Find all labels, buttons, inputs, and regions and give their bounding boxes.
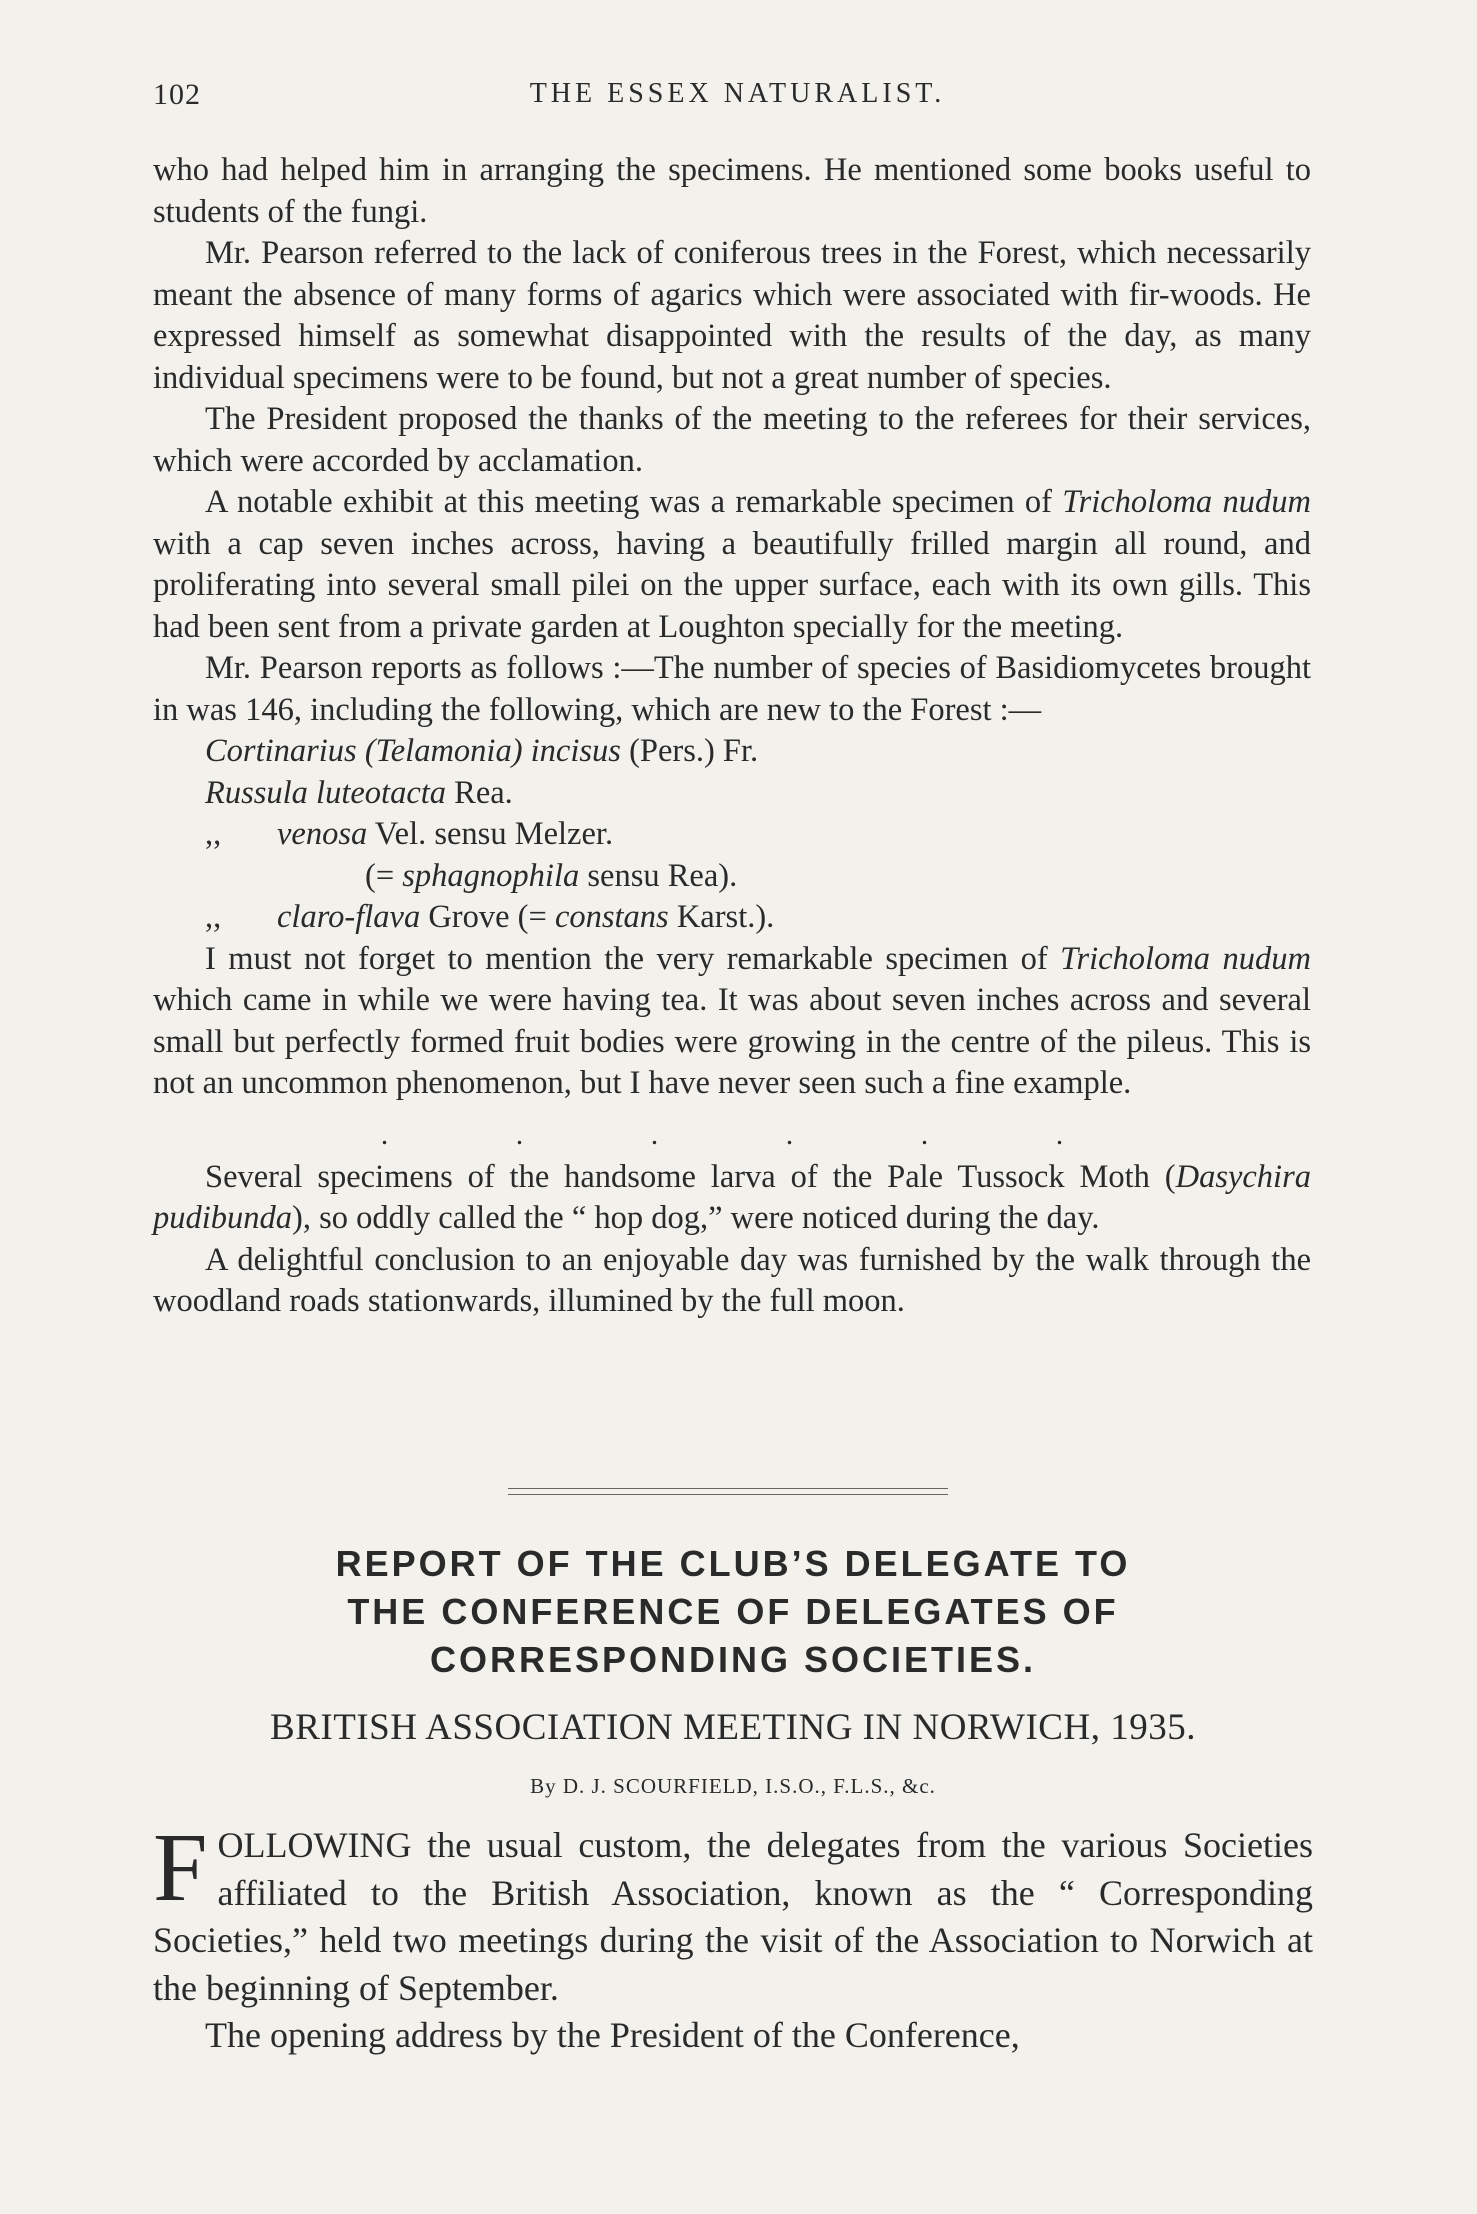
species-list [153, 731, 1311, 939]
paragraph: A delightful conclusion to an enjoyable day was furnished by the walk through the woodland roads stationwards, illumined by the full moon. [153, 1241, 1311, 1319]
paragraph: Mr. Pearson reports as follows :—The number of species of Basidiomycetes brought in was 146, including the following, which are new to the Forest :— [153, 650, 1311, 728]
paragraph: The President proposed the thanks of the meeting to the referees for their services, which were accorded by acclamation. [153, 401, 1311, 479]
species-name: Tricholoma nudum [1060, 940, 1311, 977]
species-name: constans [554, 899, 669, 935]
page-header [153, 78, 1322, 118]
species-authority: Karst.). [668, 899, 775, 935]
report-title-line: CORRESPONDING SOCIETIES. [429, 1639, 1037, 1680]
species-item [205, 773, 1311, 815]
species-name: Russula luteotacta [205, 774, 447, 811]
species-item [205, 731, 1311, 773]
report-subtitle: BRITISH ASSOCIATION MEETING IN NORWICH, 1935. [270, 1707, 1196, 1748]
species-authority: (Pers.) Fr. [620, 733, 759, 769]
paragraph: The opening address by the President of the Conference, [205, 2015, 1020, 2055]
section-divider [508, 1488, 948, 1489]
species-name: claro-flava [277, 899, 421, 935]
text-run: which came in while we were having tea. It was about seven inches across and several small but perfectly formed fruit bodies were growing in the centre of the pileus. This is not an uncommon phenomenon, but I have never seen such a fine example. [153, 982, 1311, 1101]
species-authority: sensu Rea). [579, 857, 738, 894]
report-title-line: REPORT OF THE CLUB’S DELEGATE TO [335, 1543, 1131, 1584]
body-text [153, 150, 1311, 1323]
paragraph: Mr. Pearson referred to the lack of coniferous trees in the Forest, which necessarily meant the absence of many forms of agarics which were associated with fir-woods. He expressed himself as somewhat disappointed with the results of the day, as many individual specimens were to be found, but not a great number of species. [153, 235, 1311, 396]
article-text [153, 1814, 1313, 2060]
ditto-mark: ,, [205, 899, 222, 935]
species-name: venosa [277, 816, 368, 852]
paragraph [153, 939, 1311, 1105]
species-authority: Vel. sensu Melzer. [367, 816, 614, 852]
ellipsis-divider: . . . . . . [380, 1117, 1124, 1151]
species-item [205, 856, 1311, 898]
species-name: Dasychira pudibunda [153, 1158, 1311, 1236]
text-run: (= [365, 857, 403, 894]
species-name: sphagnophila [402, 857, 580, 894]
species-name: Cortinarius (Telamonia) incisus [205, 733, 621, 769]
species-item [205, 814, 1311, 856]
paragraph [153, 482, 1311, 648]
species-name: Tricholoma nudum [1062, 484, 1311, 520]
text-run: Several specimens of the handsome larva of the Pale Tussock Moth ( [205, 1158, 1176, 1195]
page-number: 102 [153, 78, 201, 111]
text-run: OLLOWING the usual custom, the delegates from the various Societies affiliated to the British Association, known as the “ Corresponding Societies,” held two meetings during the visit of the Association to Norwich at the beginning of September. [153, 1825, 1313, 2008]
species-item [205, 897, 1311, 939]
running-head: THE ESSEX NATURALIST. [529, 78, 946, 109]
paragraph: who had helped him in arranging the specimens. He mentioned some books useful to students of the fungi. [153, 152, 1311, 230]
species-authority: Rea. [446, 774, 513, 811]
ditto-mark: ,, [205, 816, 222, 852]
text-run: I must not forget to mention the very remarkable specimen of [205, 940, 1061, 977]
section-divider [508, 1494, 948, 1495]
text-run: with a cap seven inches across, having a beautifully frilled margin all round, and proliferating into several small pilei on the upper surface, each with its own gills. This had been sent from a private garden at Loughton specially for the meeting. [153, 525, 1311, 645]
text-run: Grove (= [420, 899, 555, 935]
byline: By D. J. SCOURFIELD, I.S.O., F.L.S., &c. [530, 1774, 936, 1798]
drop-cap: F [153, 1814, 208, 1922]
paragraph [153, 1157, 1311, 1240]
report-title-line: THE CONFERENCE OF DELEGATES OF [347, 1591, 1119, 1632]
report-title [153, 1540, 1313, 1684]
paragraph [153, 1814, 1313, 2012]
text-run: A notable exhibit at this meeting was a remarkable specimen of [205, 484, 1063, 520]
text-run: ), so oddly called the “ hop dog,” were noticed during the day. [292, 1200, 1100, 1236]
